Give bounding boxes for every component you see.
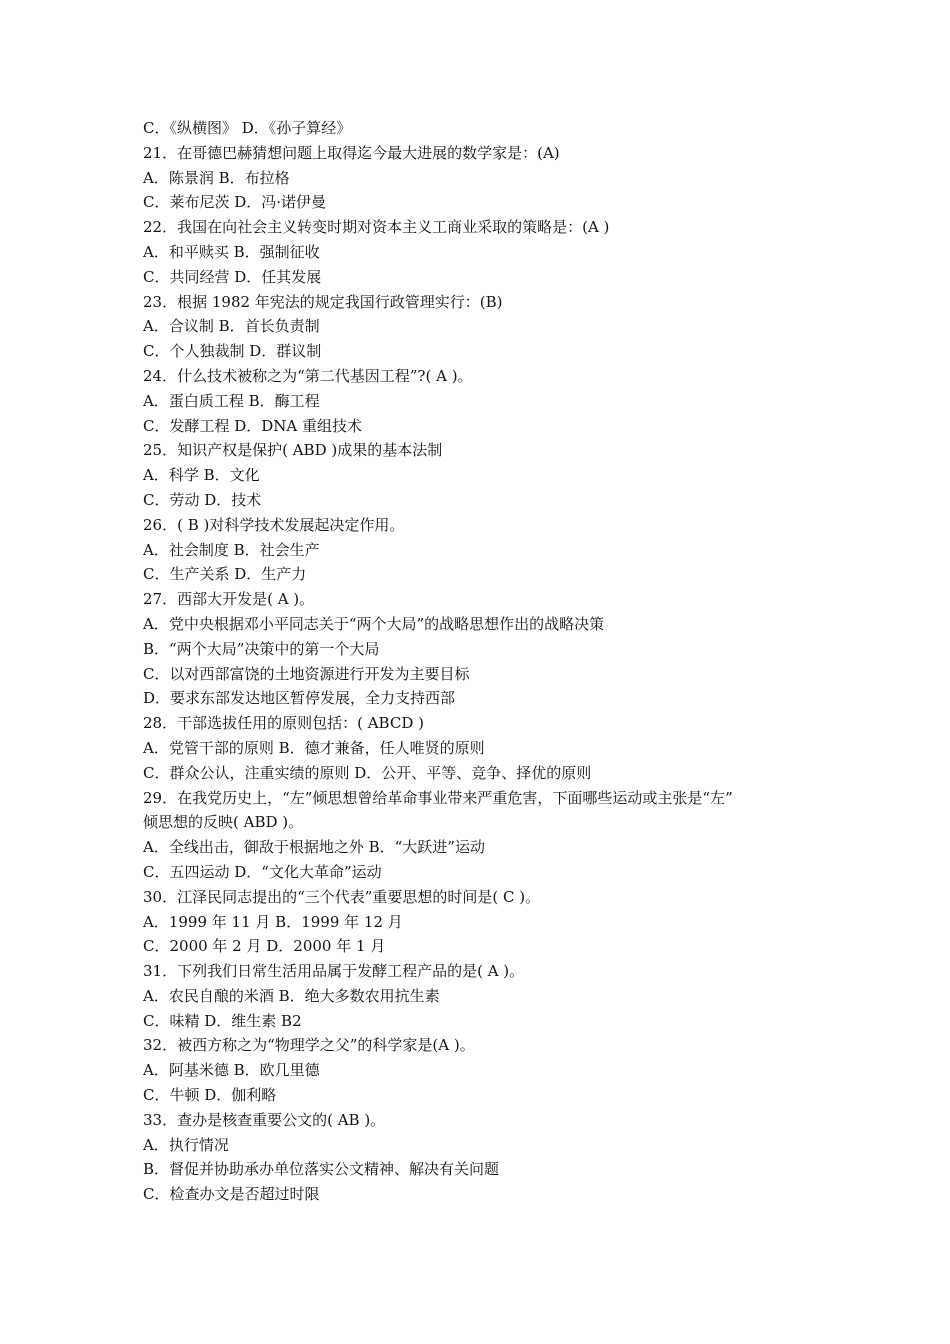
text-line: C．共同经营 D．任其发展 [143, 267, 322, 286]
text-line: A．全线出击，御敌于根据地之外 B．“大跃进”运动 [143, 838, 485, 857]
text-line: C．莱布尼茨 D．冯·诺伊曼 [143, 193, 327, 212]
text-line: A．合议制 B．首长负责制 [143, 317, 320, 336]
text-line: 31．下列我们日常生活用品属于发酵工程产品的是( A )。 [143, 962, 525, 981]
text-line: B．督促并协助承办单位落实公文精神、解决有关问题 [143, 1160, 500, 1179]
text-line: C．生产关系 D．生产力 [143, 565, 307, 584]
text-line: A．阿基米德 B．欧几里德 [143, 1061, 320, 1080]
text-line: 23．根据 1982 年宪法的规定我国行政管理实行：(B) [143, 292, 503, 311]
text-line: C．检查办文是否超过时限 [143, 1185, 320, 1204]
text-line: C．劳动 D．技术 [143, 490, 262, 509]
text-line: C．《纵横图》 D．《孙子算经》 [143, 119, 352, 137]
text-line: 倾思想的反映( ABD )。 [143, 813, 304, 832]
text-line: A．党中央根据邓小平同志关于“两个大局”的战略思想作出的战略决策 [143, 614, 605, 633]
text-line: A．蛋白质工程 B．酶工程 [143, 391, 320, 410]
text-line: 27．西部大开发是( A )。 [143, 590, 315, 609]
text-line: 32．被西方称之为“物理学之父”的科学家是(A )。 [143, 1036, 475, 1055]
text-line: C．2000 年 2 月 D．2000 年 1 月 [143, 937, 386, 956]
text-line: 28．干部选拔任用的原则包括：( ABCD ) [143, 714, 424, 733]
document-body [143, 116, 823, 1207]
text-line: B．“两个大局”决策中的第一个大局 [143, 639, 380, 658]
text-line: C．以对西部富饶的土地资源进行开发为主要目标 [143, 664, 470, 683]
text-line: 24．什么技术被称之为“第二代基因工程”?( A )。 [143, 366, 473, 385]
text-line: 29．在我党历史上，“左”倾思想曾给革命事业带来严重危害，下面哪些运动或主张是“左” [143, 788, 733, 807]
text-line: D．要求东部发达地区暂停发展，全力支持西部 [143, 689, 456, 708]
text-line: A．农民自酿的米酒 B．绝大多数农用抗生素 [143, 986, 440, 1005]
text-line: 30．江泽民同志提出的“三个代表”重要思想的时间是( C )。 [143, 887, 541, 906]
text-line: A．1999 年 11 月 B．1999 年 12 月 [143, 912, 403, 931]
text-line: C．味精 D．维生素 B2 [143, 1011, 302, 1030]
text-line: A．和平赎买 B．强制征收 [143, 242, 320, 261]
text-line: 21．在哥德巴赫猜想问题上取得迄今最大进展的数学家是：(A) [143, 143, 560, 162]
text-line: 26．( B )对科学技术发展起决定作用。 [143, 515, 405, 534]
text-line: C．个人独裁制 D．群议制 [143, 342, 322, 361]
text-line: 22．我国在向社会主义转变时期对资本主义工商业采取的策略是：(A ) [143, 218, 610, 237]
text-line: A．科学 B．文化 [143, 466, 260, 485]
text-line: C．群众公认，注重实绩的原则 D．公开、平等、竞争、择优的原则 [143, 763, 592, 782]
text-line: C．牛顿 D．伽利略 [143, 1086, 277, 1105]
text-line: A．社会制度 B．社会生产 [143, 540, 320, 559]
text-line: A．党管干部的原则 B．德才兼备，任人唯贤的原则 [143, 738, 485, 757]
text-line: C．五四运动 D．“文化大革命”运动 [143, 862, 382, 881]
text-line: C．发酵工程 D．DNA 重组技术 [143, 416, 363, 435]
text-line: A．执行情况 [143, 1135, 229, 1154]
text-line: 25．知识产权是保护( ABD )成果的基本法制 [143, 441, 443, 460]
text-line: 33．查办是核查重要公文的( AB )。 [143, 1110, 386, 1129]
text-line: A．陈景润 B．布拉格 [143, 168, 290, 187]
